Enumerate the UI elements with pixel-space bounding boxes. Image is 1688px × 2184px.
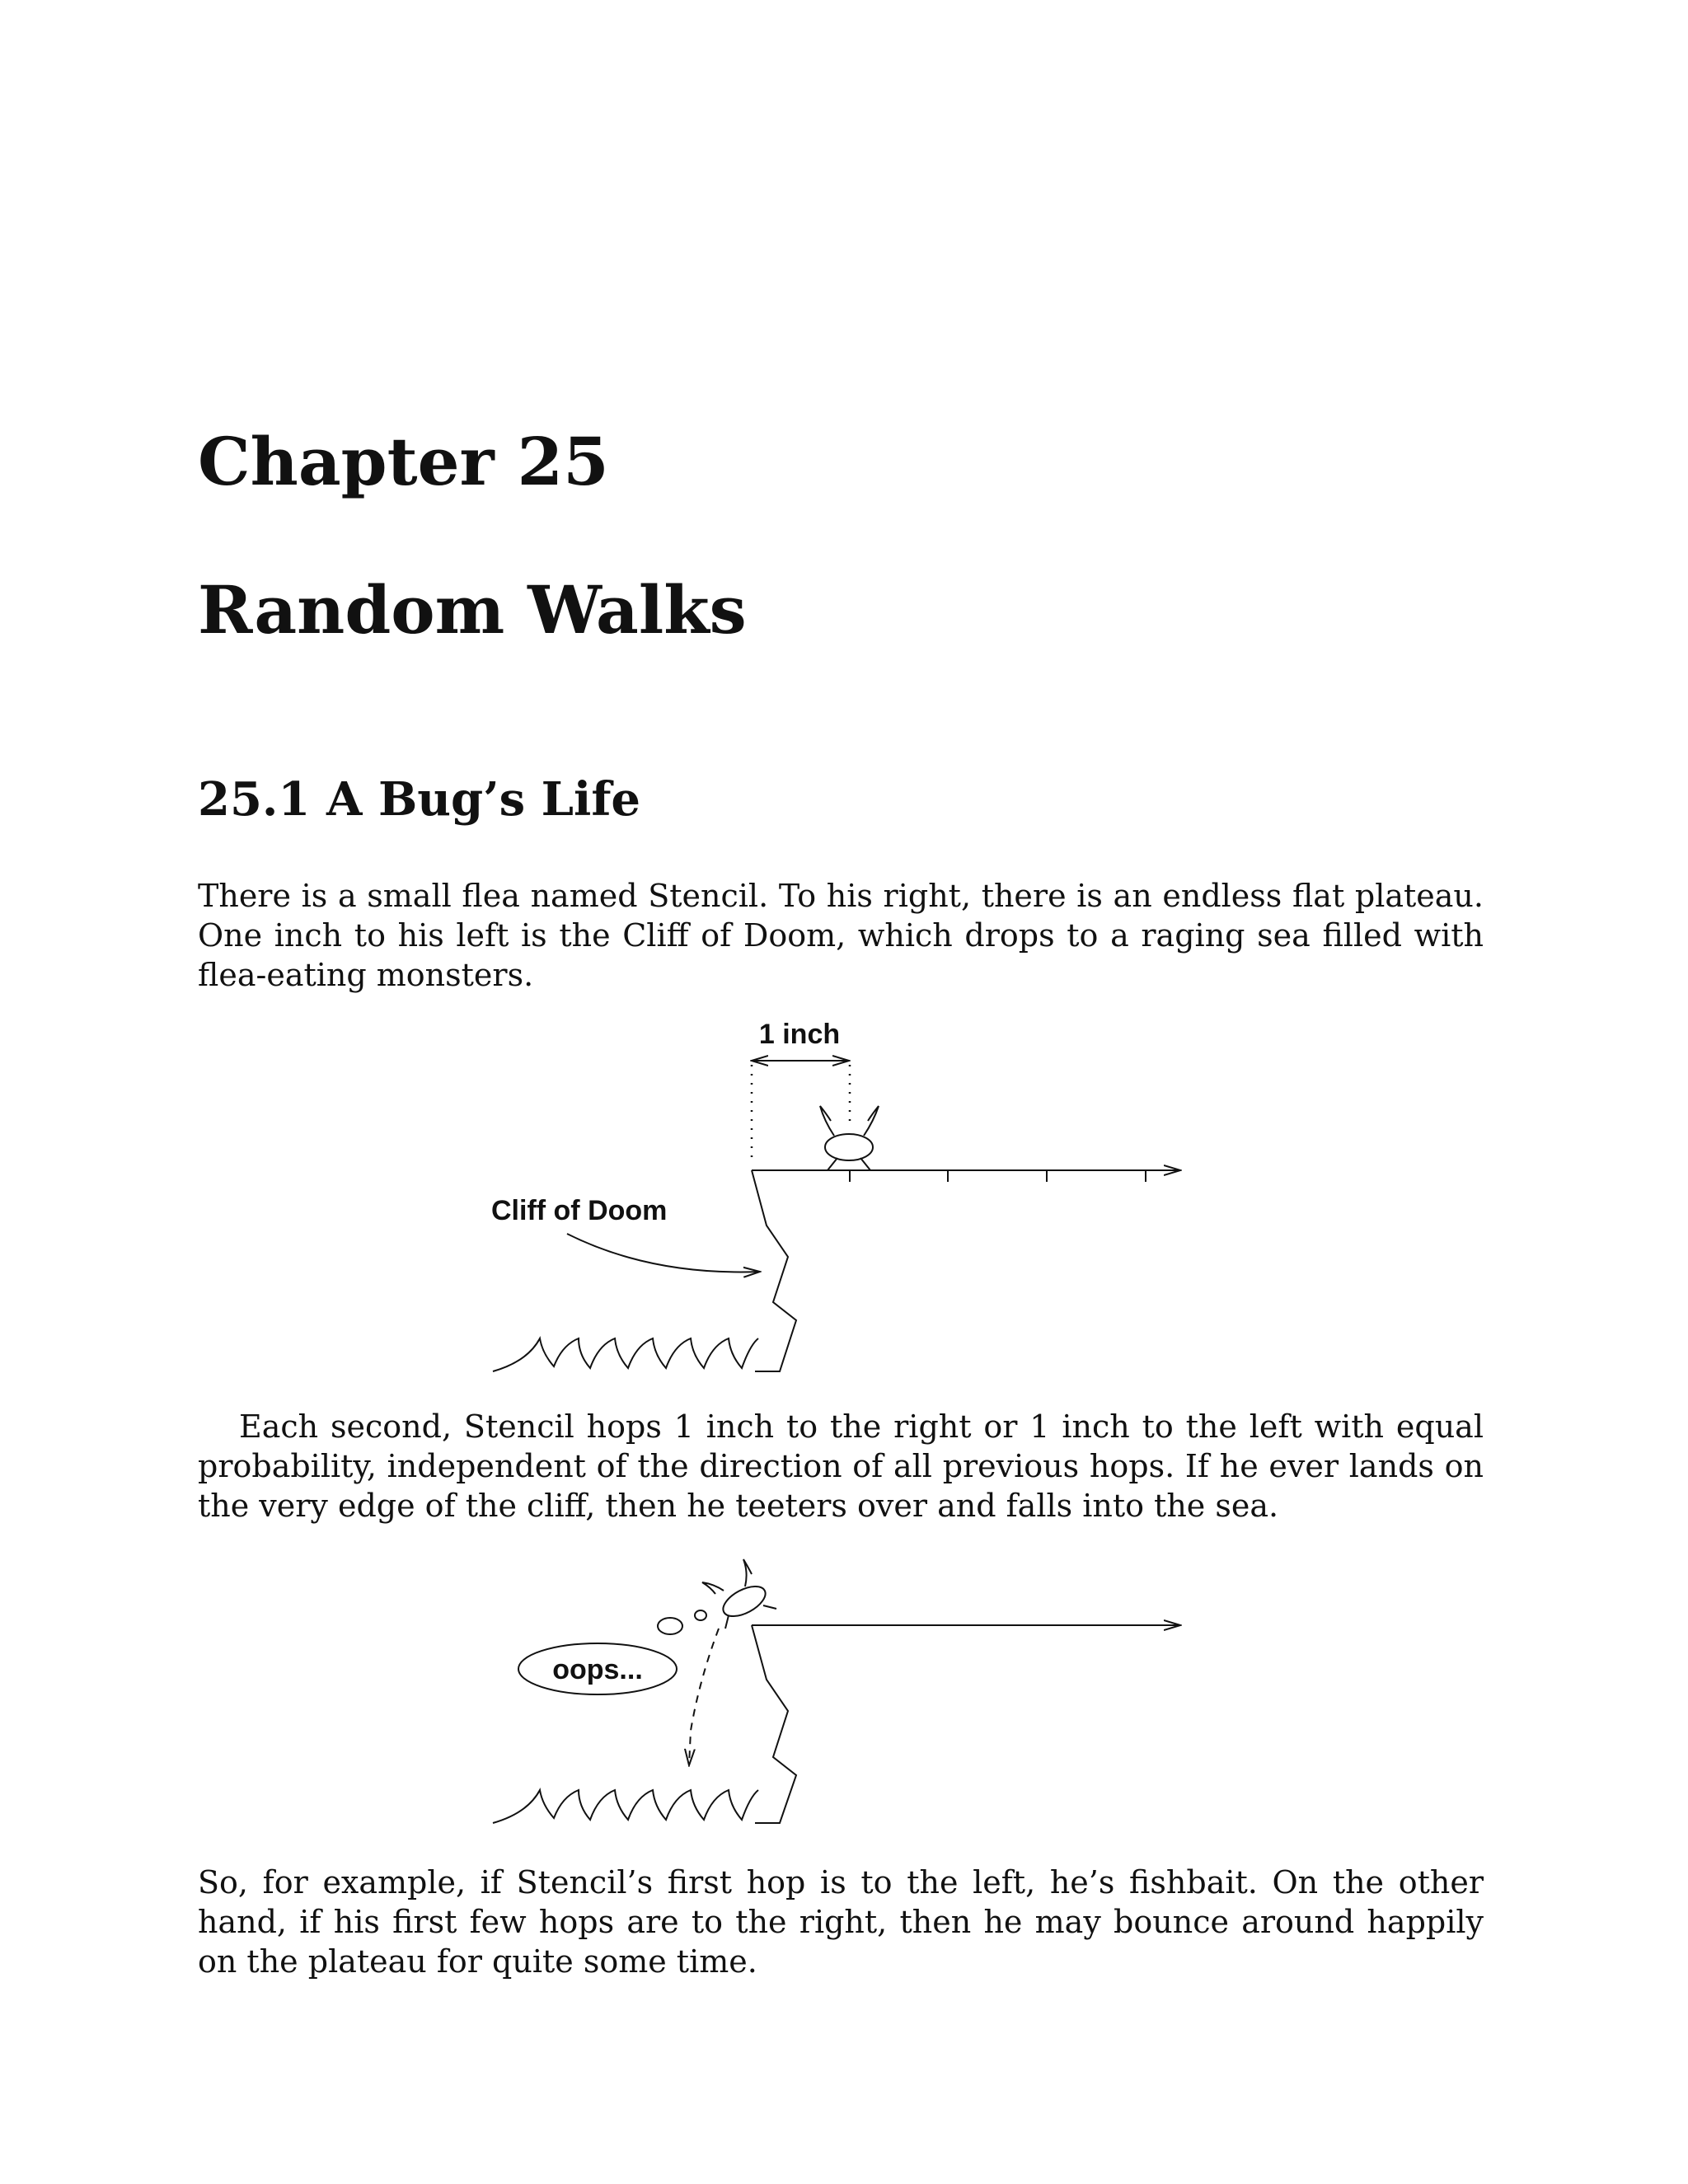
fall-trajectory-arrow bbox=[689, 1629, 719, 1765]
thought-bubbles bbox=[658, 1610, 706, 1634]
flea-icon bbox=[820, 1106, 879, 1170]
section-title: A Bug’s Life bbox=[326, 772, 641, 827]
paragraph-example: So, for example, if Stencil’s first hop is to the left, he’s fishbait. On the other hand, if his first few hops are to the right, then he may bounce around happily on the plateau for quite some time. bbox=[198, 1864, 1484, 1980]
axis-ticks bbox=[850, 1170, 1146, 1182]
paragraph-intro: There is a small flea named Stencil. To his right, there is an endless flat plateau. One inch to his left is the Cliff of Doom, which drops to a raging sea filled with flea-eating monsters. bbox=[198, 878, 1484, 993]
cliff-pointer-arrow bbox=[567, 1234, 760, 1272]
figure-flea-on-plateau bbox=[0, 1005, 1688, 1376]
cliff-label: Cliff of Doom bbox=[491, 1195, 668, 1226]
sea-waves bbox=[493, 1338, 758, 1371]
chapter-title: Random Walks bbox=[198, 571, 747, 649]
speech-bubble-text: oops... bbox=[552, 1654, 643, 1685]
section-number: 25.1 bbox=[198, 772, 311, 827]
chapter-label: Chapter 25 bbox=[198, 423, 609, 500]
cliff-face bbox=[752, 1170, 796, 1371]
sea-waves bbox=[493, 1790, 758, 1823]
distance-label: 1 inch bbox=[758, 1019, 841, 1050]
section-heading bbox=[198, 772, 641, 827]
figure-flea-falling bbox=[0, 1549, 1688, 1830]
falling-flea-icon bbox=[702, 1559, 776, 1629]
cliff-face bbox=[752, 1625, 796, 1823]
paragraph-hops: Each second, Stencil hops 1 inch to the right or 1 inch to the left with equal probability, independent of the direction of all previous hops. If he ever lands on the very edge of the cliff, then he teeters over and falls into the sea. bbox=[198, 1408, 1484, 1524]
